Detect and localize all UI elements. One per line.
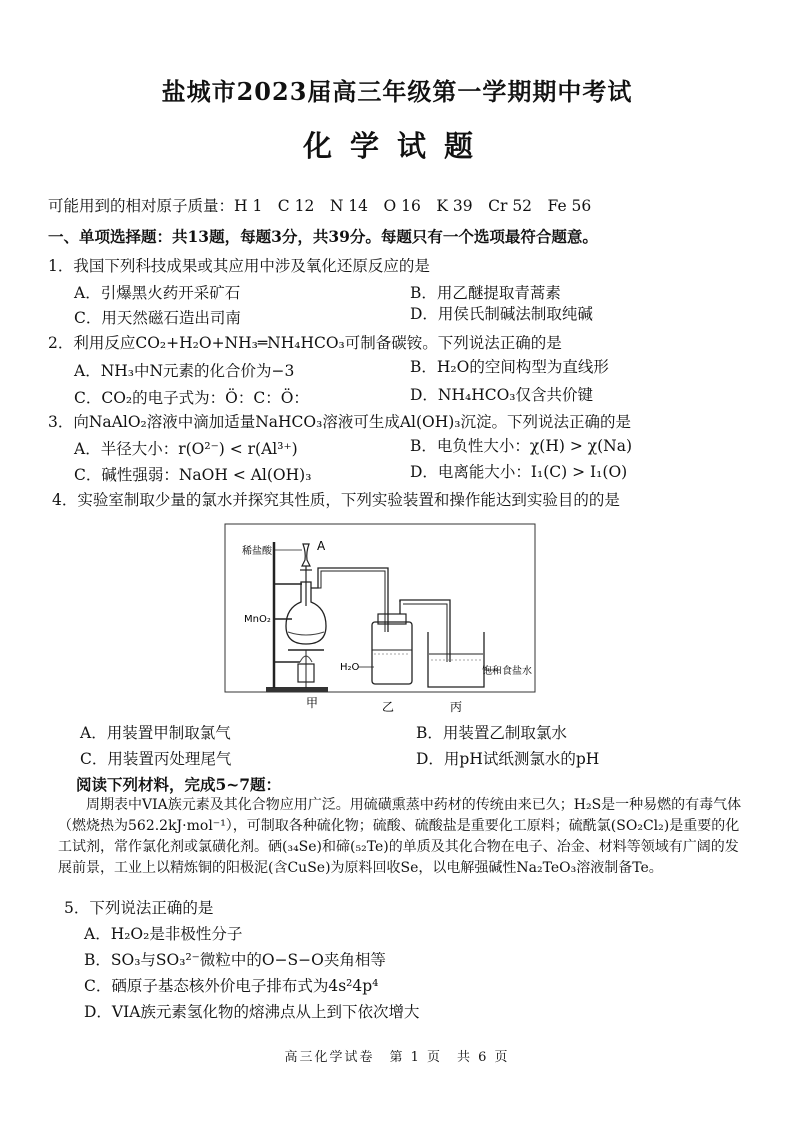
- beaker: [428, 632, 484, 687]
- q4-option-d: D．用pH试纸测氯水的pH: [416, 750, 600, 768]
- q2-option-b: B．H₂O的空间构型为直线形: [410, 358, 609, 376]
- stand-base: [266, 687, 328, 692]
- section-heading: 一、单项选择题：共13题，每题3分，共39分。每题只有一个选项最符合题意。: [48, 227, 598, 246]
- q3-option-a: A．半径大小：r(O²⁻) < r(Al³⁺): [74, 440, 298, 458]
- q5-option-c: C．硒原子基态核外价电子排布式为4s²4p⁴: [84, 977, 379, 995]
- page-footer: 高三化学试卷 第 1 页 共 6 页: [284, 1050, 510, 1065]
- wash-bottle: [372, 622, 412, 684]
- q4-option-c: C．用装置丙处理尾气: [80, 750, 232, 768]
- label-a: A: [317, 539, 326, 553]
- q5-option-d: D．VIA族元素氢化物的熔沸点从上到下依次增大: [84, 1003, 420, 1021]
- caption-jia: 甲: [306, 696, 319, 710]
- separatory-funnel: [302, 544, 310, 566]
- q1-option-a: A．引爆黑火药开采矿石: [74, 284, 241, 302]
- q2-option-c: C．CO₂的电子式为：Ö：C：Ö：: [74, 389, 309, 407]
- apparatus-figure: [222, 522, 540, 714]
- q3-option-c: C．碱性强弱：NaOH < Al(OH)₃: [74, 466, 312, 484]
- q5-stem: 5．下列说法正确的是: [64, 899, 214, 917]
- subject-title: 化学试题: [302, 129, 491, 163]
- label-h2o: H₂O: [340, 662, 360, 673]
- q4-option-b: B．用装置乙制取氯水: [416, 724, 567, 742]
- q2-stem: 2．利用反应CO₂+H₂O+NH₃═NH₄HCO₃可制备碳铵。下列说法正确的是: [48, 334, 562, 352]
- q2-option-d: D．NH₄HCO₃仅含共价键: [410, 386, 594, 404]
- q1-option-b: B．用乙醚提取青蒿素: [410, 284, 561, 302]
- reading-passage: 周期表中VIA族元素及其化合物应用广泛。用硫磺熏蒸中药材的传统由来已久；H₂S是一种易燃的有毒气体（燃烧热为562.2kJ·mol⁻¹），可制取各种硫化物；硫酸、硫酸盐是重要化工原料；硫酰氯(SO₂Cl₂)是重要的化工试剂，常作氯化剂或氯磺化剂。硒(₃₄Se)和碲(₅₂Te)的单质及其化合物在电子、冶金、材料等领域有广阔的发展前景，工业上以精炼铜的阳极泥(含CuSe)为原料回收Se，以电解强碱性Na₂TeO₃溶液制备Te。: [58, 797, 742, 876]
- label-brine: 饱和食盐水: [482, 666, 532, 677]
- q3-option-b: B．电负性大小：χ(H) > χ(Na): [410, 437, 633, 455]
- q1-option-c: C．用天然磁石造出司南: [74, 309, 241, 327]
- q5-option-b: B．SO₃与SO₃²⁻微粒中的O−S−O夹角相等: [84, 951, 386, 969]
- label-mno2: MnO₂: [244, 614, 271, 625]
- q4-stem: 4．实验室制取少量的氯水并探究其性质，下列实验装置和操作能达到实验目的的是: [52, 491, 620, 509]
- q4-option-a: A．用装置甲制取氯气: [80, 724, 231, 742]
- label-acid: 稀盐酸: [242, 546, 272, 557]
- reading-intro: 阅读下列材料，完成5~7题：: [76, 775, 282, 794]
- q2-option-a: A．NH₃中N元素的化合价为−3: [74, 362, 295, 380]
- caption-yi: 乙: [382, 700, 395, 714]
- q1-stem: 1．我国下列科技成果或其应用中涉及氧化还原反应的是: [48, 257, 430, 275]
- q3-option-d: D．电离能大小：I₁(C) > I₁(O): [410, 463, 628, 481]
- q5-option-a: A．H₂O₂是非极性分子: [84, 925, 243, 943]
- q3-stem: 3．向NaAlO₂溶液中滴加适量NaHCO₃溶液可生成Al(OH)₃沉淀。下列说法正确的是: [48, 413, 632, 431]
- atomic-masses: 可能用到的相对原子质量：H 1 C 12 N 14 O 16 K 39 Cr 52 Fe 56: [48, 197, 592, 215]
- caption-bing: 丙: [450, 700, 463, 714]
- exam-title: 盐城市2023届高三年级第一学期期中考试: [161, 77, 633, 106]
- q1-option-d: D．用侯氏制碱法制取纯碱: [410, 305, 593, 323]
